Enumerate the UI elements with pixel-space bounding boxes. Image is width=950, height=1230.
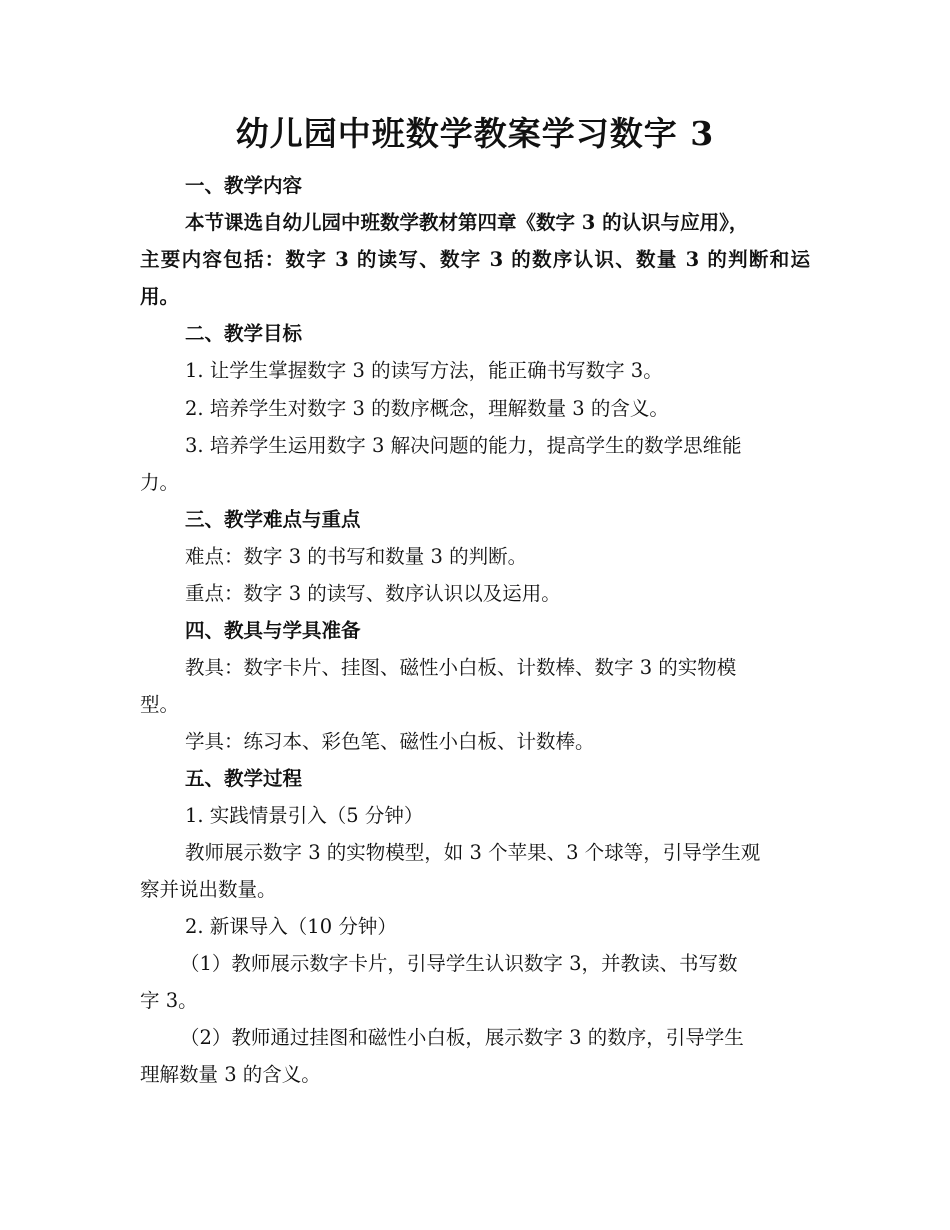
paragraph-line: 本节课选自幼儿园中班数学教材第四章《数字 3 的认识与应用》， (185, 211, 749, 234)
section-heading: 一、教学内容 (185, 174, 303, 197)
paragraph-line: 型。 (140, 693, 180, 716)
list-item: 1. 让学生掌握数字 3 的读写方法，能正确书写数字 3。 (185, 359, 663, 382)
section-heading: 二、教学目标 (185, 322, 303, 345)
paragraph-line: 察并说出数量。 (140, 878, 277, 901)
list-item-continuation: 力。 (140, 471, 180, 494)
paragraph-line: （1）教师展示数字卡片，引导学生认识数字 3，并教读、书写数 (180, 952, 738, 975)
list-item: 3. 培养学生运用数字 3 解决问题的能力，提高学生的数学思维能 (185, 434, 742, 457)
section-heading: 三、教学难点与重点 (185, 508, 361, 531)
list-item: 1. 实践情景引入（5 分钟） (185, 804, 424, 827)
document-title: 幼儿园中班数学教案学习数字 3 (235, 114, 715, 153)
section-heading: 五、教学过程 (185, 767, 303, 790)
paragraph-line: 教具：数字卡片、挂图、磁性小白板、计数棒、数字 3 的实物模 (185, 656, 737, 679)
paragraph-line: 教师展示数字 3 的实物模型，如 3 个苹果、3 个球等，引导学生观 (185, 841, 761, 864)
paragraph-line: 字 3。 (140, 989, 198, 1012)
paragraph-line: （2）教师通过挂图和磁性小白板，展示数字 3 的数序，引导学生 (180, 1026, 744, 1049)
list-item: 2. 培养学生对数字 3 的数序概念，理解数量 3 的含义。 (185, 397, 669, 420)
paragraph-line: 重点：数字 3 的读写、数序认识以及运用。 (185, 582, 561, 605)
paragraph-line: 学具：练习本、彩色笔、磁性小白板、计数棒。 (185, 730, 595, 753)
list-item: 2. 新课导入（10 分钟） (185, 915, 397, 938)
paragraph-line: 理解数量 3 的含义。 (140, 1063, 321, 1086)
paragraph-line: 用。 (140, 285, 180, 308)
paragraph-line: 难点：数字 3 的书写和数量 3 的判断。 (185, 545, 528, 568)
section-heading: 四、教具与学具准备 (185, 619, 361, 642)
paragraph-line: 主要内容包括：数字 3 的读写、数字 3 的数序认识、数量 3 的判断和运 (140, 248, 810, 271)
